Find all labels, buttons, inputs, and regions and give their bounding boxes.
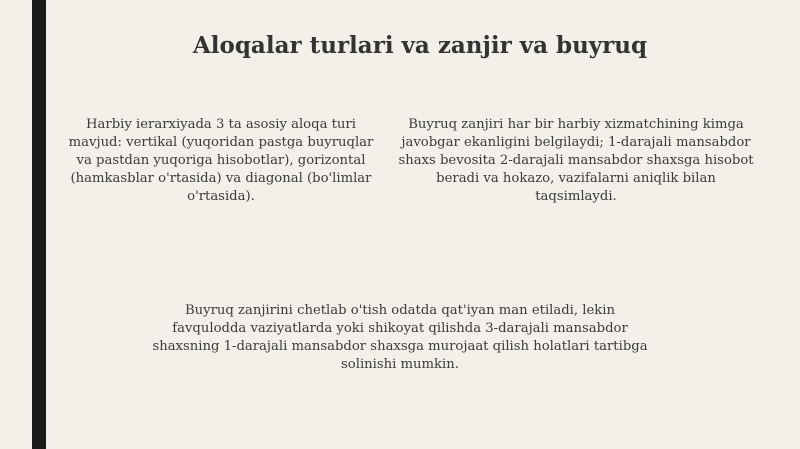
left-paragraph: Harbiy ierarxiyada 3 ta asosiy aloqa turi mavjud: vertikal (yuqoridan pastga buyruqlar va pastdan yuqoriga hisobotlar), gorizontal (hamkasblar o'rtasida) va diagonal (bo'limlar o'rtasida).	[68, 117, 374, 204]
right-paragraph: Buyruq zanjiri har bir harbiy xizmatchining kimga javobgar ekanligini belgilaydi; 1-darajali mansabdor shaxs bevosita 2-darajali mansabdor shaxsga hisobot beradi va hokazo, vazifalarni aniqlik bilan taqsimlaydi.	[398, 117, 754, 204]
slide-title: Aloqalar turlari va zanjir va buyruq	[192, 32, 648, 59]
bottom-paragraph: Buyruq zanjirini chetlab o'tish odatda qat'iyan man etiladi, lekin favqulodda vaziyatlarda yoki shikoyat qilishda 3-darajali mansabdor shaxsning 1-darajali mansabdor shaxsga murojaat qilish holatlari tartibga solinishi mumkin.	[152, 303, 648, 372]
accent-bar	[32, 0, 46, 449]
